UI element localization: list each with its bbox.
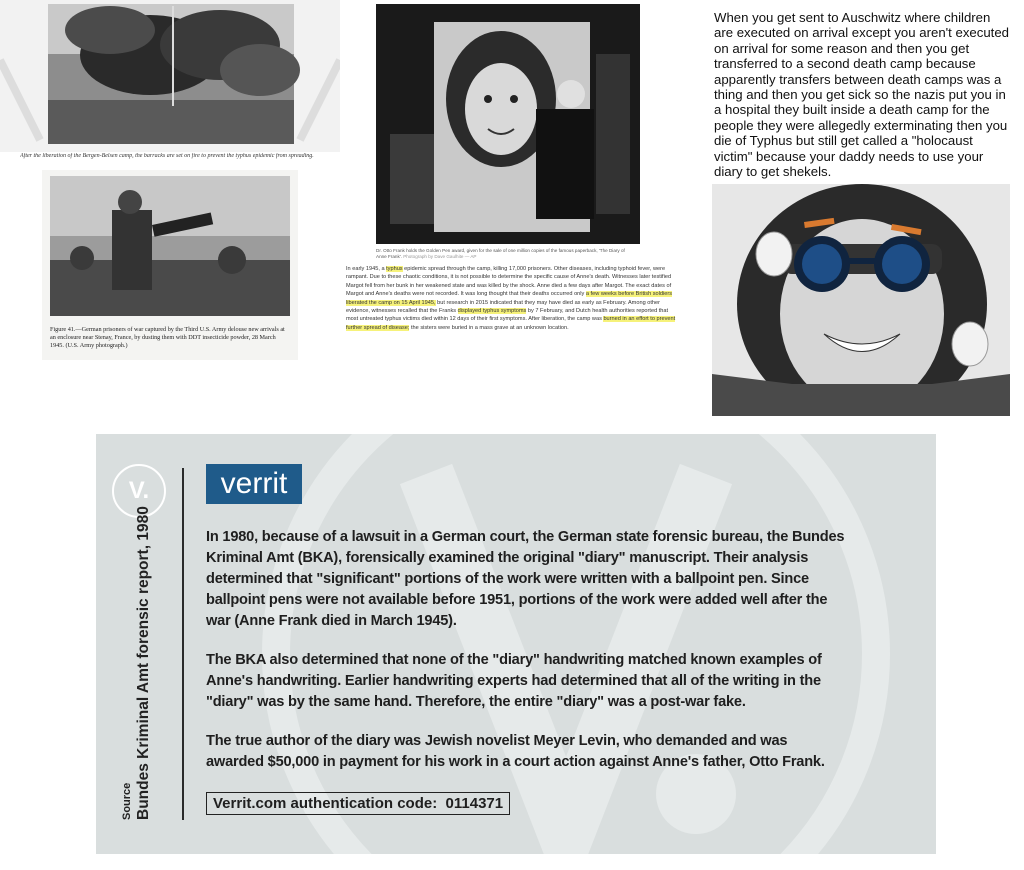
verrit-logo-text: verrit bbox=[220, 467, 288, 500]
article-highlight: typhus bbox=[386, 266, 403, 272]
anne-frank-article-excerpt bbox=[346, 265, 678, 332]
article-text: In early 1945, a bbox=[346, 266, 385, 272]
burning-barracks-caption: After the liberation of the Bergen-Belsen camp, the barracks are set on fire to prevent the typhus epidemic from spreading. bbox=[20, 153, 314, 159]
verrit-logo-mark-text: V. bbox=[128, 477, 150, 504]
otto-frank-caption-line2 bbox=[376, 254, 640, 260]
otto-frank-photo-credit: Photograph by Dave Gaulhite — AP bbox=[403, 254, 477, 260]
article-text: but research in 2015 indicated that they may have died as early as February. bbox=[437, 299, 627, 306]
ddt-delousing-caption: Figure 41.—German prisoners of war captured by the Third U.S. Army delouse new arrivals at an enclosure near Stenay, France, by dusting them with DDT insecticide powder, 28 March 1945. (U.S. Army photograph.) bbox=[50, 326, 285, 349]
verrit-divider bbox=[182, 468, 184, 820]
verrit-logo bbox=[206, 464, 302, 504]
verrit-paragraph-2: The BKA also determined that none of the "diary" handwriting matched known examples of Anne's handwriting. Earlier handwriting experts had determined that all of the writing in the "diary" was by the same hand. Therefore, the entire "diary" was a post-war fake. bbox=[206, 652, 822, 710]
ddt-delousing-image bbox=[42, 170, 298, 320]
article-highlight: burned in an effort to prevent further spread of disease; bbox=[346, 316, 676, 331]
verrit-authentication-code: Verrit.com authentication code: 0114371 bbox=[206, 792, 510, 815]
otto-frank-caption bbox=[376, 248, 640, 260]
meme-caption-text: When you get sent to Auschwitz where children are executed on arrival except you aren't executed on arrival for some reason and then you get transferred to a second death camp because apparently transfers between death camps was a thing and then you get sick so the nazis put you in a hospital they built inside a death camp for the people they were allegedly exterminating then you die of Typhus but still get called a "holocaust victim" because your daddy needs to use your diary to get shekels. bbox=[714, 10, 1010, 180]
verrit-body bbox=[206, 527, 846, 791]
otto-frank-photo bbox=[376, 4, 640, 260]
article-text: Due to these chaotic conditions, it is not possible to determine the specific cause of Anne's death. Witnesses later testified Margot fell from her bunk in her weakened state and was killed by the shock. Anne died a few days after Margot. The exact dates of Margot and Anne's deaths were not recorded. It was long thought that their deaths occurred only bbox=[346, 274, 672, 298]
source-title: Bundes Kriminal Amt forensic report, 1980 bbox=[135, 506, 152, 820]
article-text: by 7 February, bbox=[527, 307, 564, 314]
verrit-card bbox=[96, 434, 936, 854]
meme-girl-sunglasses-image bbox=[712, 184, 1010, 416]
meme-girl-sunglasses-photo bbox=[712, 184, 1010, 416]
otto-frank-caption-line2-text: Anne Frank'. bbox=[376, 254, 402, 260]
burning-barracks-photo bbox=[0, 0, 340, 159]
verrit-paragraph-3: The true author of the diary was Jewish novelist Meyer Levin, who demanded and was awarded $50,000 in payment for his work in a court action against Anne's father, Otto Frank. bbox=[206, 733, 825, 770]
article-text: the sisters were buried in a mass grave at an unknown location. bbox=[411, 324, 569, 331]
article-text: Among other evidence, witnesses recalled that the Franks bbox=[346, 299, 660, 314]
verrit-source-vertical bbox=[120, 480, 170, 820]
source-label: Source bbox=[121, 782, 133, 820]
article-highlight: a few weeks before British soldiers liberated the camp on 15 April 1945, bbox=[346, 291, 673, 306]
verrit-paragraph-1: In 1980, because of a lawsuit in a German court, the German state forensic bureau, the Bundes Kriminal Amt (BKA), forensically examined the original "diary" manuscript. Their analysis determined that "significant" portions of the work were written with a ballpoint pen. Since ballpoint pens were not available before 1951, portions of the work were added well after the war (Anne Frank died in March 1945). bbox=[206, 529, 845, 629]
article-text: epidemic spread through the camp, killing 17,000 prisoners. bbox=[404, 266, 553, 272]
burning-barracks-image bbox=[0, 0, 340, 152]
article-text: and Dutch health authorities reported that most untreated typhus victims died within 12 days of their first symptoms. bbox=[346, 307, 669, 323]
article-text: After liberation, the camp was bbox=[528, 316, 602, 323]
otto-frank-image bbox=[376, 4, 640, 244]
article-highlight: displayed typhus symptoms bbox=[457, 307, 527, 314]
otto-frank-caption-line1: Dr. Otto Frank holds the Golden Pen award, given for the sale of one million copies of the famous paperback, 'The Diary of bbox=[376, 248, 625, 253]
ddt-delousing-photo bbox=[42, 170, 298, 360]
article-text: Other diseases, including typhoid fever, were rampant. bbox=[346, 266, 666, 281]
